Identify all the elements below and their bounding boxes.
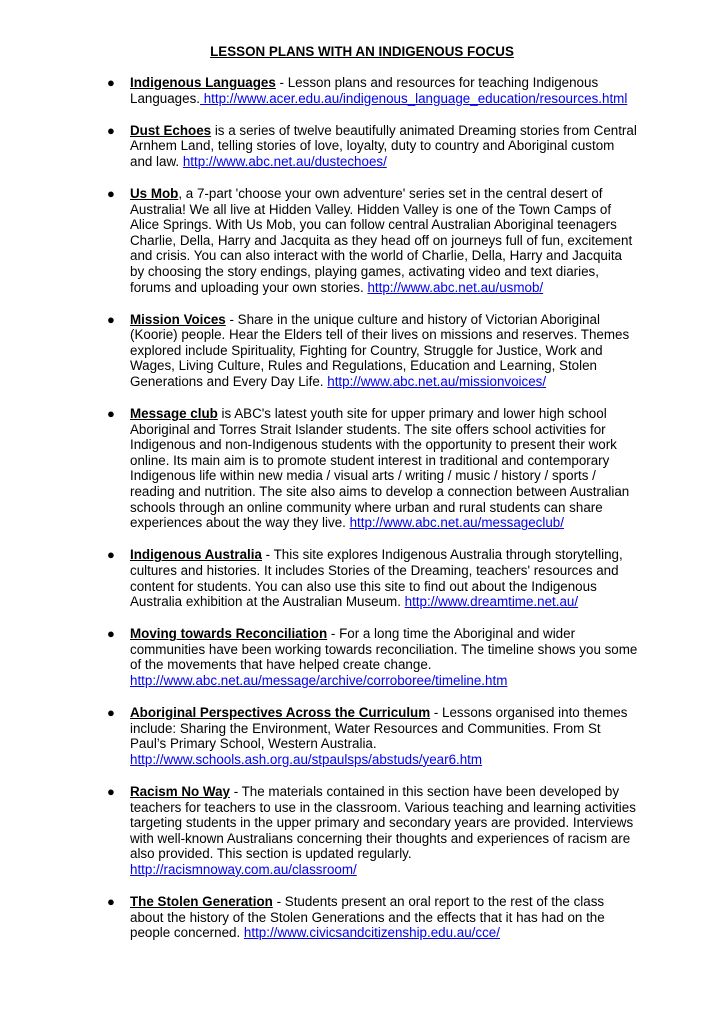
item-description: - For a long time the Aboriginal and wider communities have been working towards reconciliation. The timeline shows you some of the movements that have helped create change. — [130, 626, 638, 673]
bullet-icon: ● — [107, 783, 115, 799]
list-item — [107, 626, 638, 688]
item-link[interactable]: http://www.abc.net.au/missionvoices/ — [327, 374, 547, 389]
item-title: The Stolen Generation — [130, 894, 273, 910]
item-title: Racism No Way — [130, 783, 230, 799]
item-description: is ABC's latest youth site for upper primary and lower high school Aboriginal and Torres Strait Islander students. The site offers school activities for Indigenous and non-Indigenous students with the opportunity to present their work online. Its main aim is to promote student interest in traditional and contemporary Indigenous life within new media / visual arts / writing / music / history / sports / reading and nutrition. The site also aims to develop a connection between Australian schools through an online community where urban and rural students can share experiences about the way they live. — [130, 406, 630, 531]
page-title: LESSON PLANS WITH AN INDIGENOUS FOCUS — [210, 44, 514, 59]
item-title: Indigenous Australia — [130, 547, 262, 563]
bullet-icon: ● — [107, 185, 115, 201]
item-title: Indigenous Languages — [130, 75, 276, 90]
list-item — [107, 122, 638, 170]
item-title: Moving towards Reconciliation — [130, 626, 328, 642]
item-title: Mission Voices — [130, 311, 226, 327]
list-item — [107, 783, 638, 878]
list-item — [107, 894, 638, 941]
list-item — [107, 406, 638, 531]
item-link[interactable]: http://www.abc.net.au/messageclub/ — [349, 515, 564, 531]
item-description: - Lesson plans and resources for teaching Indigenous Languages. — [130, 75, 599, 106]
item-title: Message club — [130, 406, 218, 422]
list-item — [107, 185, 638, 295]
item-description: - This site explores Indigenous Australia through storytelling, cultures and histories. It includes Stories of the Dreaming, teachers' resources and content for students. You can also use this site to find out about the Indigenous Australia exhibition at the Australian Museum. — [130, 547, 623, 610]
bullet-icon: ● — [107, 894, 115, 910]
item-link[interactable]: http://www.acer.edu.au/indigenous_language_education/resources.html — [200, 90, 628, 106]
item-link[interactable]: http://www.dreamtime.net.au/ — [404, 594, 579, 610]
bullet-icon: ● — [107, 547, 115, 563]
list-item — [107, 547, 638, 610]
item-link[interactable]: http://www.abc.net.au/message/archive/corroboree/timeline.htm — [130, 673, 508, 688]
bullet-icon: ● — [107, 311, 115, 327]
item-description: - Lessons organised into themes include: Sharing the Environment, Water Resources and Communities. From St Paul’s Primary School, Western Australia. — [130, 705, 628, 752]
item-link[interactable]: http://www.civicsandcitizenship.edu.au/cce/ — [243, 925, 500, 941]
list-item — [107, 311, 638, 390]
item-title: Dust Echoes — [130, 122, 212, 138]
item-link[interactable]: http://www.abc.net.au/dustechoes/ — [182, 153, 387, 169]
bullet-icon: ● — [107, 406, 115, 422]
list-item — [107, 75, 638, 106]
item-description: - Share in the unique culture and history of Victorian Aboriginal (Koorie) people. Hear the Elders tell of their lives on missions and reserves. Themes explored include Spirituality, Fighting for Country, Struggle for Justice, Work and Wages, Living Culture, Rules and Regulations, Education and Learning, Stolen Generations and Every Day Life. — [130, 311, 630, 389]
bullet-icon: ● — [107, 75, 115, 90]
item-description: is a series of twelve beautifully animated Dreaming stories from Central Arnhem Land, telling stories of love, loyalty, duty to country and Aboriginal custom and law. — [130, 122, 637, 169]
resource-list — [0, 75, 724, 957]
bullet-icon: ● — [107, 705, 115, 721]
item-description: - The materials contained in this section have been developed by teachers for teachers to use in the classroom. Various teaching and learning activities targeting students in the upper primary and secondary years are provided. Interviews with well-known Australians concerning their thoughts and experiences of racism are also provided. This section is updated regularly. — [130, 783, 636, 862]
item-link[interactable]: http://www.schools.ash.org.au/stpaulsps/abstuds/year6.htm — [130, 751, 483, 767]
item-link[interactable]: http://www.abc.net.au/usmob/ — [367, 279, 544, 295]
item-title: Aboriginal Perspectives Across the Curriculum — [130, 705, 431, 721]
item-description: , a 7-part 'choose your own adventure' series set in the central desert of Australia! We all live at Hidden Valley. Hidden Valley is one of the Town Camps of Alice Springs. With Us Mob, you can follow central Australian Aboriginal teenagers Charlie, Della, Harry and Jacquita as they head off on journeys full of fun, excitement and crisis. You can also interact with the world of Charlie, Della, Harry and Jacquita by choosing the story endings, playing games, activating video and text diaries, forums and uploading your own stories. — [130, 185, 633, 295]
bullet-icon: ● — [107, 626, 115, 642]
list-item — [107, 705, 638, 767]
item-link[interactable]: http://racismnoway.com.au/classroom/ — [130, 861, 357, 877]
item-description: - Students present an oral report to the rest of the class about the history of the Stolen Generations and the effects that it has had on the people concerned. — [130, 894, 605, 941]
item-title: Us Mob — [130, 185, 179, 201]
bullet-icon: ● — [107, 122, 115, 138]
